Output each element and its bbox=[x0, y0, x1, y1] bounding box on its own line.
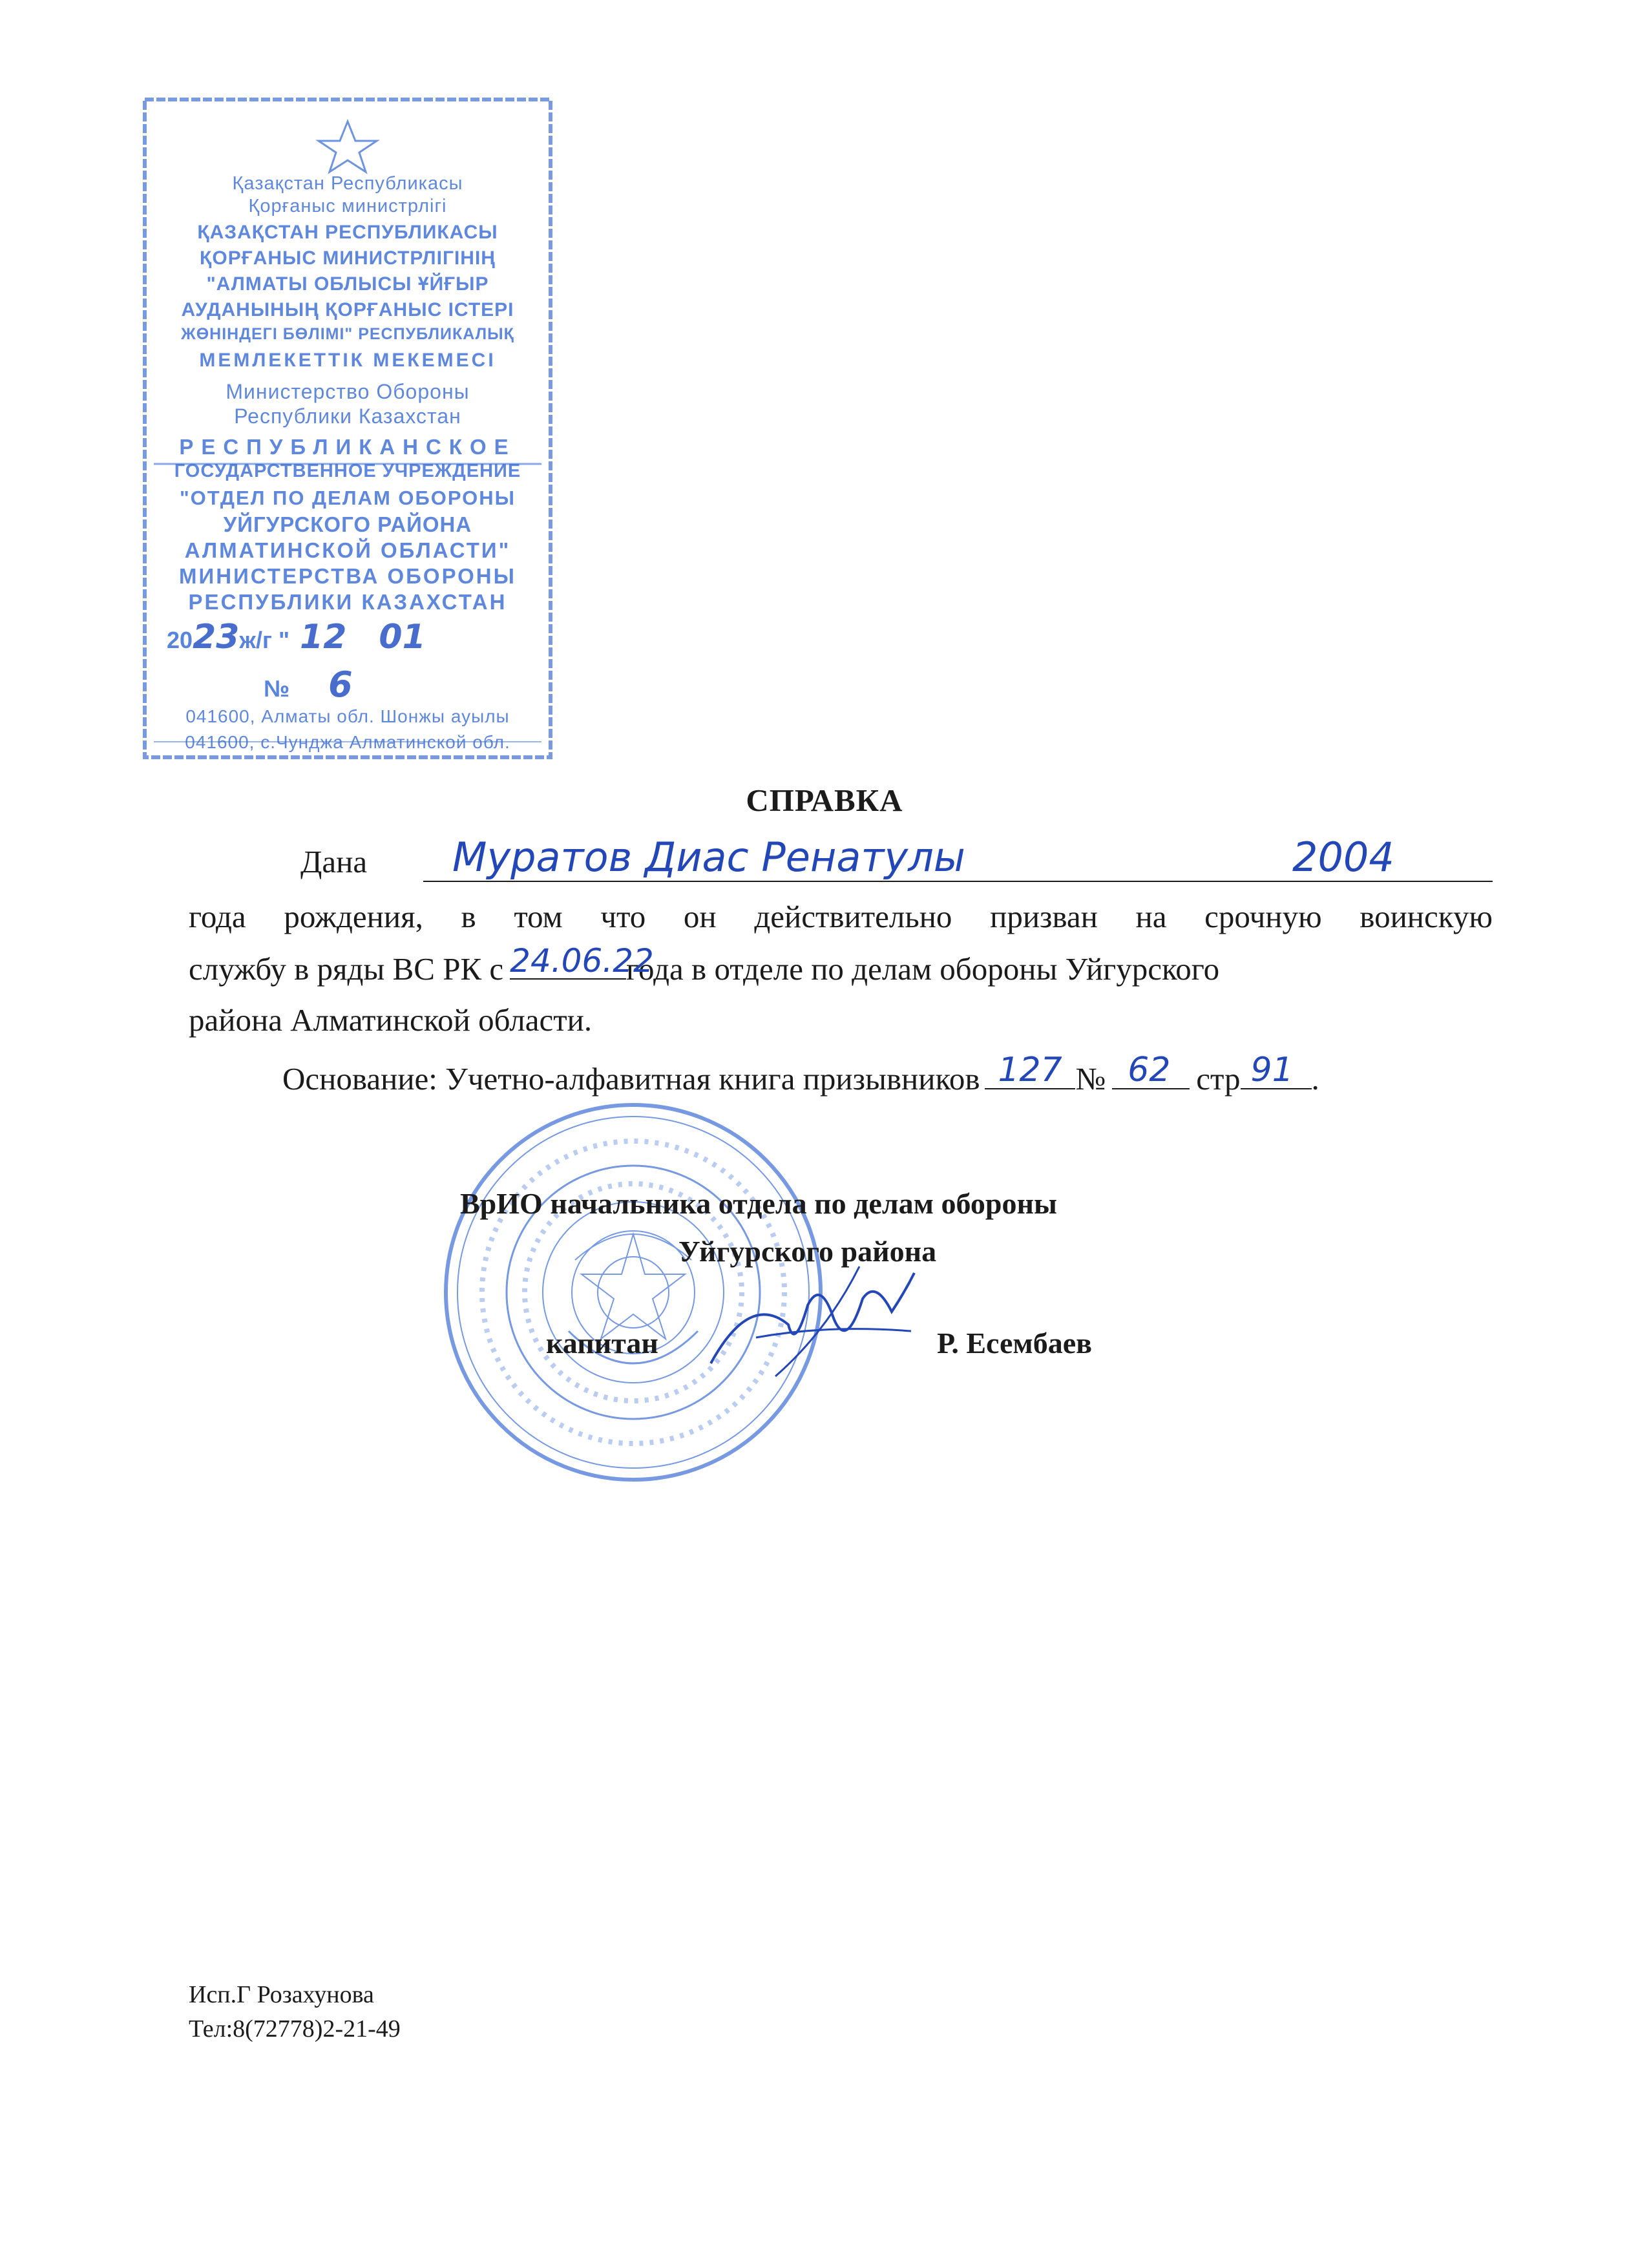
handwritten-page: 91 bbox=[1250, 1051, 1294, 1089]
date-underline bbox=[510, 942, 654, 980]
stamp-line: РЕСПУБЛИКИ КАЗАХСТАН bbox=[188, 590, 507, 614]
stamp-line: ГОСУДАРСТВЕННОЕ УЧРЕЖДЕНИЕ bbox=[174, 461, 521, 481]
stamp-line: Республики Казахстан bbox=[234, 404, 461, 428]
basis-label: Основание: Учетно-алфавитная книга призывников bbox=[282, 1061, 980, 1097]
handwritten-book: 127 bbox=[998, 1051, 1062, 1089]
stamp-line: Қазақстан Республикасы bbox=[232, 173, 463, 194]
stamp-number-label: № bbox=[264, 675, 290, 702]
end-dot: . bbox=[1311, 1061, 1319, 1097]
stamp-line: "ОТДЕЛ ПО ДЕЛАМ ОБОРОНЫ bbox=[179, 487, 516, 509]
stamp-line: ҚОРҒАНЫС МИНИСТРЛІГІНІҢ bbox=[200, 247, 496, 269]
page-label: стр bbox=[1196, 1061, 1241, 1097]
stamp-line: Министерство Обороны bbox=[226, 380, 470, 403]
handwritten-birth-year: 2004 bbox=[1292, 834, 1394, 881]
stamp-line: АЛМАТИНСКОЙ ОБЛАСТИ" bbox=[184, 538, 511, 562]
basis-line bbox=[282, 1051, 1319, 1097]
stamp-address-kz: 041600, Алматы обл. Шонжы ауылы bbox=[185, 706, 510, 726]
body-line-3 bbox=[189, 942, 1493, 987]
stamp-year-hand: 23 bbox=[193, 618, 240, 656]
rank: капитан bbox=[546, 1327, 658, 1360]
stamp-year-prefix: 20 bbox=[167, 627, 193, 653]
stamp-line: АУДАНЫНЫҢ ҚОРҒАНЫС ІСТЕРІ bbox=[181, 299, 514, 320]
stamp-month-hand: 01 bbox=[379, 618, 426, 656]
stamp-address-ru: 041600, с.Чунджа Алматинской обл. bbox=[185, 732, 510, 752]
given-label: Дана bbox=[300, 844, 368, 879]
body-line-2: года рождения, в том что он действительно призван на срочную воинскую bbox=[189, 899, 1493, 934]
stamp-year-suffix: ж/г " bbox=[239, 627, 290, 653]
handwritten-name: Муратов Диас Ренатулы bbox=[452, 834, 965, 881]
signer-name: Р. Есембаев bbox=[937, 1327, 1093, 1360]
phone: Тел:8(72778)2-21-49 bbox=[189, 2015, 401, 2042]
stamp-line: Қорғаныс министрлігі bbox=[248, 196, 447, 216]
number-label: № bbox=[1075, 1061, 1106, 1097]
registration-stamp bbox=[141, 96, 554, 761]
body-line-3-start: службу в ряды ВС РК с bbox=[189, 951, 504, 987]
stamp-line: МИНИСТЕРСТВА ОБОРОНЫ bbox=[179, 564, 516, 588]
book-underline bbox=[985, 1051, 1075, 1089]
position-line-1: ВрИО начальника отдела по делам обороны bbox=[460, 1187, 1057, 1220]
stamp-number-hand: 6 bbox=[328, 664, 353, 705]
stamp-number bbox=[264, 664, 353, 705]
executor: Исп.Г Розахунова bbox=[189, 1981, 374, 2008]
stamp-line: ЖӨНІНДЕГІ БӨЛІМІ" РЕСПУБЛИКАЛЫҚ bbox=[181, 325, 514, 343]
body-line-4: района Алматинской области. bbox=[189, 1002, 593, 1038]
stamp-line: РЕСПУБЛИКАНСКОЕ bbox=[179, 435, 516, 459]
star-emblem-icon bbox=[319, 121, 377, 172]
stamp-line: ҚАЗАҚСТАН РЕСПУБЛИКАСЫ bbox=[197, 222, 498, 243]
stamp-line: "АЛМАТЫ ОБЛЫСЫ ҰЙҒЫР bbox=[206, 273, 489, 295]
position-line-2: Уйгурского района bbox=[678, 1235, 937, 1268]
stamp-date bbox=[167, 618, 426, 656]
stamp-day-hand: 12 bbox=[300, 618, 347, 656]
stamp-line: УЙГУРСКОГО РАЙОНА bbox=[223, 512, 472, 536]
handwritten-number: 62 bbox=[1128, 1051, 1171, 1089]
page-underline bbox=[1241, 1051, 1312, 1089]
handwritten-signature bbox=[698, 1254, 918, 1383]
number-underline bbox=[1112, 1051, 1190, 1089]
body-line-3-end: года в отделе по делам обороны Уйгурского bbox=[626, 951, 1220, 987]
stamp-line: МЕМЛЕКЕТТІК МЕКЕМЕСІ bbox=[199, 350, 496, 371]
document-title: СПРАВКА bbox=[746, 782, 903, 818]
handwritten-date: 24.06.22 bbox=[510, 942, 654, 980]
